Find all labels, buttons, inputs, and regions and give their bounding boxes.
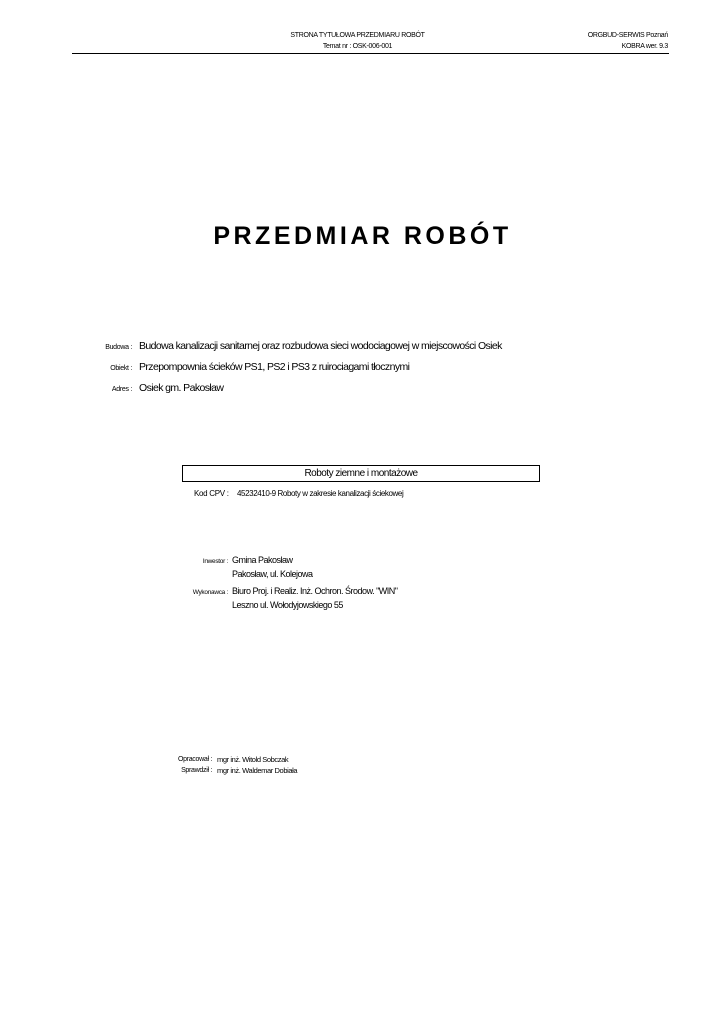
adres-label: Adres :	[111, 386, 132, 393]
adres-value: Osiek gm. Pakosław	[139, 382, 224, 394]
header-temat: Temat nr : OSK-006-001	[322, 43, 393, 50]
sprawdzil-label: Sprawdził :	[181, 767, 212, 774]
works-title-box	[182, 465, 540, 482]
obiekt-label: Obiekt :	[110, 365, 132, 372]
obiekt-value: Przepompownia ścieków PS1, PS2 i PS3 z ruirociagami tłocznymi	[139, 361, 410, 373]
header-doc-title: STRONA TYTUŁOWA PRZEDMIARU ROBÓT	[290, 32, 425, 39]
inwestor-line2: Pakosław, ul. Kolejowa	[232, 569, 313, 579]
wykonawca-label: Wykonawca :	[192, 589, 228, 596]
page-title: PRZEDMIAR ROBÓT	[213, 222, 512, 250]
wykonawca-line1: Biuro Proj. i Realiz. Inż. Ochron. Środow. "WIN"	[232, 586, 398, 596]
inwestor-line1: Gmina Pakosław	[232, 555, 293, 565]
opracowal-value: mgr inż. Witold Sobczak	[217, 755, 289, 764]
cpv-label: Kod CPV :	[194, 489, 229, 498]
budowa-value: Budowa kanalizacji sanitarnej oraz rozbudowa sieci wodociagowej w miejscowości Osiek	[139, 340, 502, 352]
wykonawca-line2: Leszno ul. Wołodyjowskiego 55	[232, 600, 343, 610]
header-divider	[72, 53, 669, 54]
cpv-value: 45232410-9 Roboty w zakresie kanalizacji ściekowej	[237, 489, 404, 498]
sprawdzil-value: mgr inż. Waldemar Dobiała	[217, 766, 298, 775]
budowa-label: Budowa :	[105, 344, 132, 351]
works-title: Roboty ziemne i montażowe	[304, 468, 418, 479]
header-version: KOBRA wer. 9.3	[621, 43, 668, 50]
header-company: ORGBUD-SERWIS Poznań	[587, 32, 668, 39]
opracowal-label: Opracował :	[177, 756, 212, 763]
inwestor-label: Inwestor :	[202, 558, 228, 565]
